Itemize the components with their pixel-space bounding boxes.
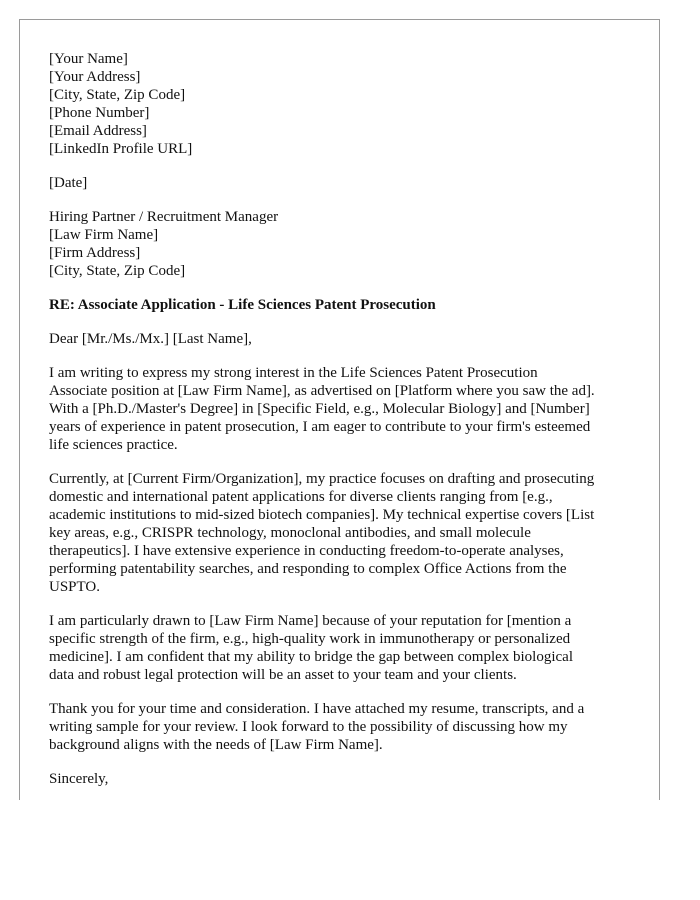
paragraph-experience — [49, 470, 639, 596]
sender-phone: [Phone Number] — [49, 105, 150, 121]
paragraph-line: Currently, at [Current Firm/Organization], my practice focuses on drafting and prosecuting — [49, 471, 595, 487]
paragraph-line: I am writing to express my strong interest in the Life Sciences Patent Prosecution — [49, 365, 538, 381]
spacer — [49, 192, 639, 208]
salutation-block — [49, 330, 639, 348]
sender-name: [Your Name] — [49, 51, 128, 67]
date-block — [49, 174, 639, 192]
paragraph-line: life sciences practice. — [49, 437, 178, 453]
paragraph-line: writing sample for your review. I look forward to the possibility of discussing how my — [49, 719, 568, 735]
paragraph-line: With a [Ph.D./Master's Degree] in [Specific Field, e.g., Molecular Biology] and [Number] — [49, 401, 590, 417]
recipient-firm-name: [Law Firm Name] — [49, 227, 159, 243]
paragraph-line: performing patentability searches, and responding to complex Office Actions from the — [49, 561, 567, 577]
spacer — [49, 158, 639, 174]
sender-email: [Email Address] — [49, 123, 147, 139]
sender-block — [49, 50, 639, 158]
closing-block — [49, 770, 639, 788]
letter-page — [19, 19, 660, 800]
paragraph-line: background aligns with the needs of [Law Firm Name]. — [49, 737, 383, 753]
spacer — [49, 280, 639, 296]
paragraph-line: Associate position at [Law Firm Name], as advertised on [Platform where you saw the ad]. — [49, 383, 595, 399]
paragraph-motivation — [49, 612, 639, 684]
paragraph-line: I am particularly drawn to [Law Firm Name] because of your reputation for [mention a — [49, 613, 572, 629]
paragraph-line: medicine]. I am confident that my ability to bridge the gap between complex biological — [49, 649, 574, 665]
spacer — [49, 596, 639, 612]
subject-block — [49, 296, 639, 314]
recipient-block — [49, 208, 639, 280]
paragraph-line: key areas, e.g., CRISPR technology, monoclonal antibodies, and small molecule — [49, 525, 531, 541]
closing-valediction: Sincerely, — [49, 771, 109, 787]
letter-date: [Date] — [49, 175, 88, 191]
subject-line: RE: Associate Application - Life Sciences Patent Prosecution — [49, 297, 436, 313]
paragraph-line: academic institutions to mid-sized biotech companies]. My technical expertise covers [List — [49, 507, 595, 523]
paragraph-closing — [49, 700, 639, 754]
paragraph-line: specific strength of the firm, e.g., high-quality work in immunotherapy or personalized — [49, 631, 571, 647]
recipient-firm-address: [Firm Address] — [49, 245, 141, 261]
sender-address: [Your Address] — [49, 69, 141, 85]
sender-linkedin: [LinkedIn Profile URL] — [49, 141, 193, 157]
spacer — [49, 454, 639, 470]
recipient-city-state-zip: [City, State, Zip Code] — [49, 263, 186, 279]
sender-city-state-zip: [City, State, Zip Code] — [49, 87, 186, 103]
paragraph-intro — [49, 364, 639, 454]
salutation: Dear [Mr./Ms./Mx.] [Last Name], — [49, 331, 252, 347]
letter-content — [49, 50, 639, 788]
spacer — [49, 684, 639, 700]
paragraph-line: USPTO. — [49, 579, 100, 595]
spacer — [49, 754, 639, 770]
paragraph-line: domestic and international patent applications for diverse clients ranging from [e.g., — [49, 489, 553, 505]
paragraph-line: therapeutics]. I have extensive experience in conducting freedom-to-operate analyses, — [49, 543, 564, 559]
paragraph-line: years of experience in patent prosecution, I am eager to contribute to your firm's esteemed — [49, 419, 591, 435]
spacer — [49, 314, 639, 330]
paragraph-line: Thank you for your time and consideration. I have attached my resume, transcripts, and a — [49, 701, 585, 717]
paragraph-line: data and robust legal protection will be an asset to your team and your clients. — [49, 667, 517, 683]
spacer — [49, 348, 639, 364]
recipient-title: Hiring Partner / Recruitment Manager — [49, 209, 279, 225]
